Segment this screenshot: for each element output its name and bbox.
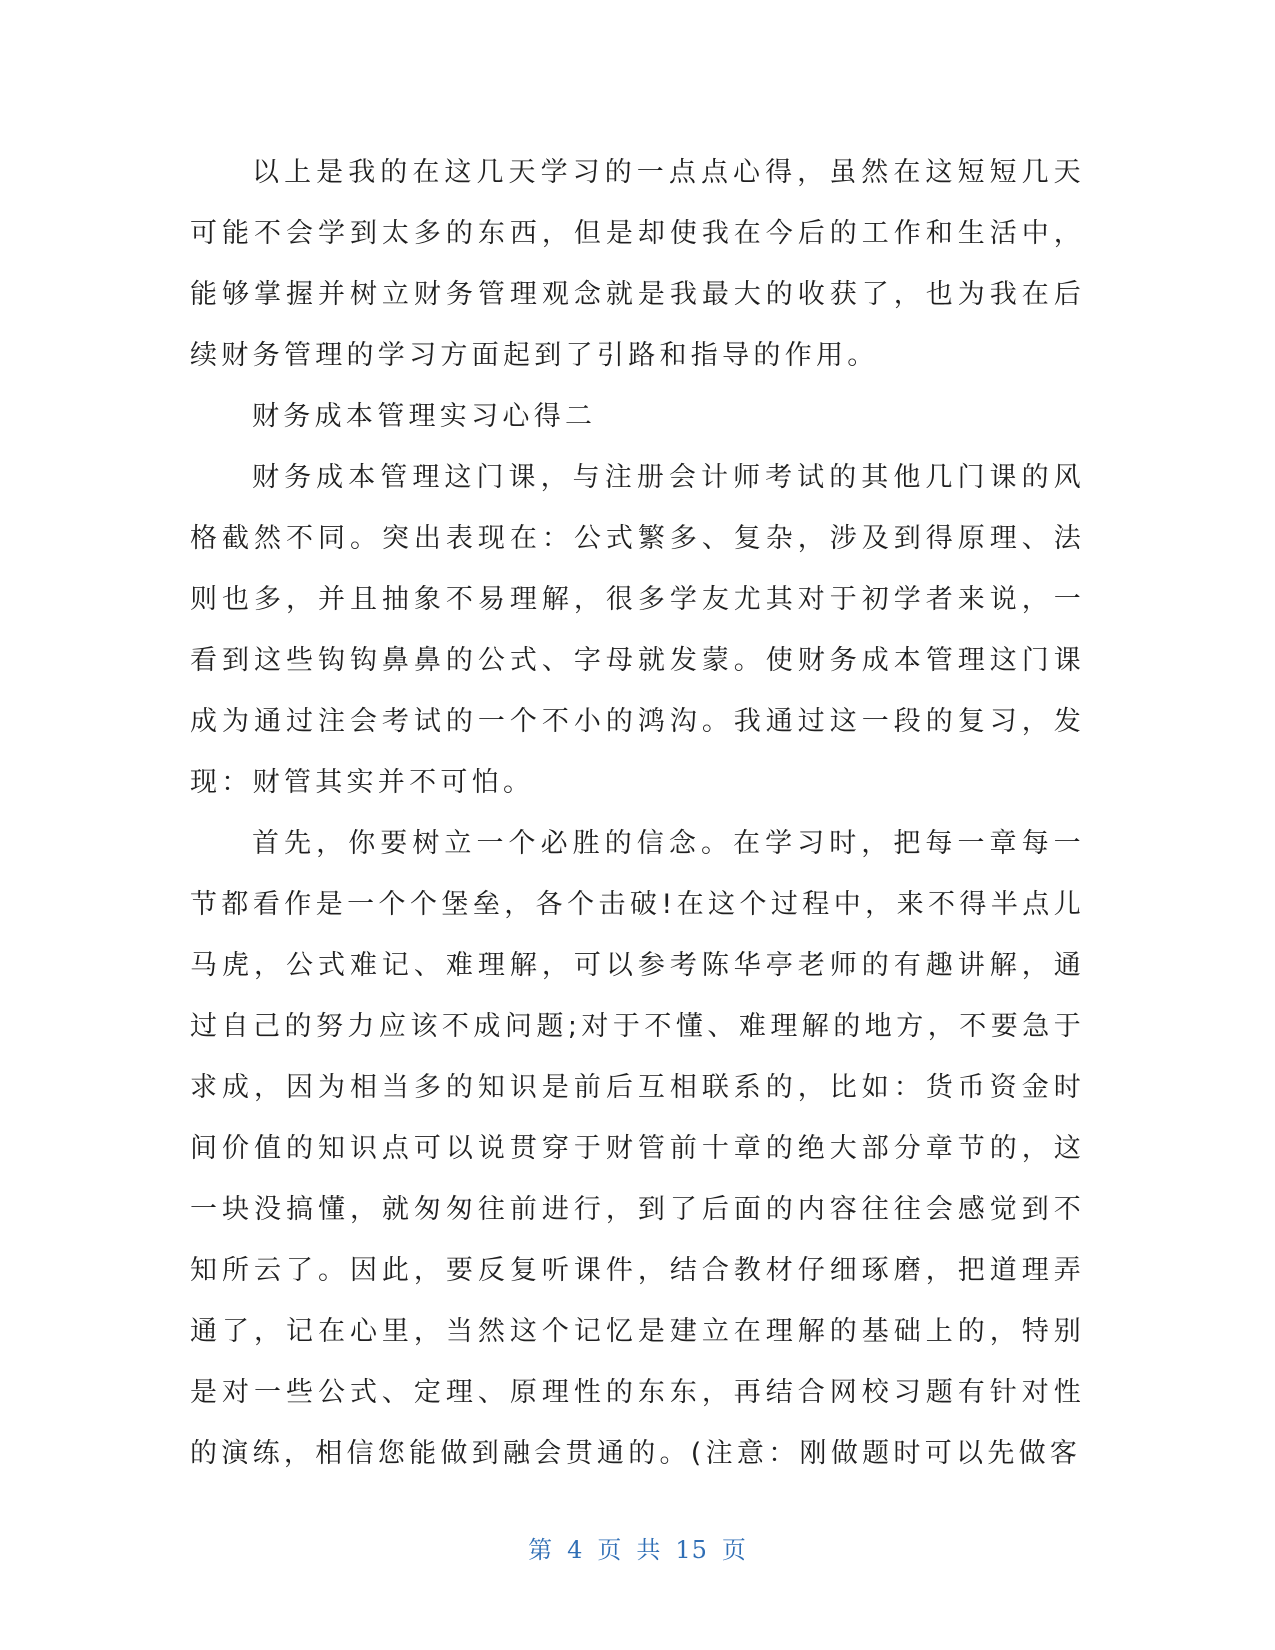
section-heading: 财务成本管理实习心得二 [252,401,597,432]
footer-prefix: 第 [528,1536,554,1564]
footer-suffix: 页 [721,1536,747,1564]
footer-total-label: 共 [636,1536,662,1564]
paragraph-3: 首先，你要树立一个必胜的信念。在学习时，把每一章每一节都看作是一个个堡垒，各个击破!在这个过程中，来不得半点儿马虎，公式难记、难理解，可以参考陈华亭老师的有趣讲解，通过自己的努力应该不成问题;对于不懂、难理解的地方，不要急于求成，因为相当多的知识是前后互相联系的，比如：货币资金时间价值的知识点可以说贯穿于财管前十章的绝大部分章节的，这一块没搞懂，就匆匆往前进行，到了后面的内容往往会感觉到不知所云了。因此，要反复听课件，结合教材仔细琢磨，把道理弄通了，记在心里，当然这个记忆是建立在理解的基础上的，特别是对一些公式、定理、原理性的东东，再结合网校习题有针对性的演练，相信您能做到融会贯通的。(注意：刚做题时可以先做客 [190,828,1085,1469]
page-footer [0,1530,1275,1565]
footer-current-page: 4 [567,1536,584,1564]
paragraph-2: 财务成本管理这门课，与注册会计师考试的其他几门课的风格截然不同。突出表现在：公式繁多、复杂，涉及到得原理、法则也多，并且抽象不易理解，很多学友尤其对于初学者来说，一看到这些钩钩鼻鼻的公式、字母就发蒙。使财务成本管理这门课成为通过注会考试的一个不小的鸿沟。我通过这一段的复习，发现：财管其实并不可怕。 [190,462,1085,798]
footer-page-label: 页 [597,1536,623,1564]
paragraph-1: 以上是我的在这几天学习的一点点心得，虽然在这短短几天可能不会学到太多的东西，但是却使我在今后的工作和生活中，能够掌握并树立财务管理观念就是我最大的收获了，也为我在后续财务管理的学习方面起到了引路和指导的作用。 [190,157,1085,371]
footer-total-pages: 15 [675,1536,708,1564]
document-body [190,142,1085,1484]
